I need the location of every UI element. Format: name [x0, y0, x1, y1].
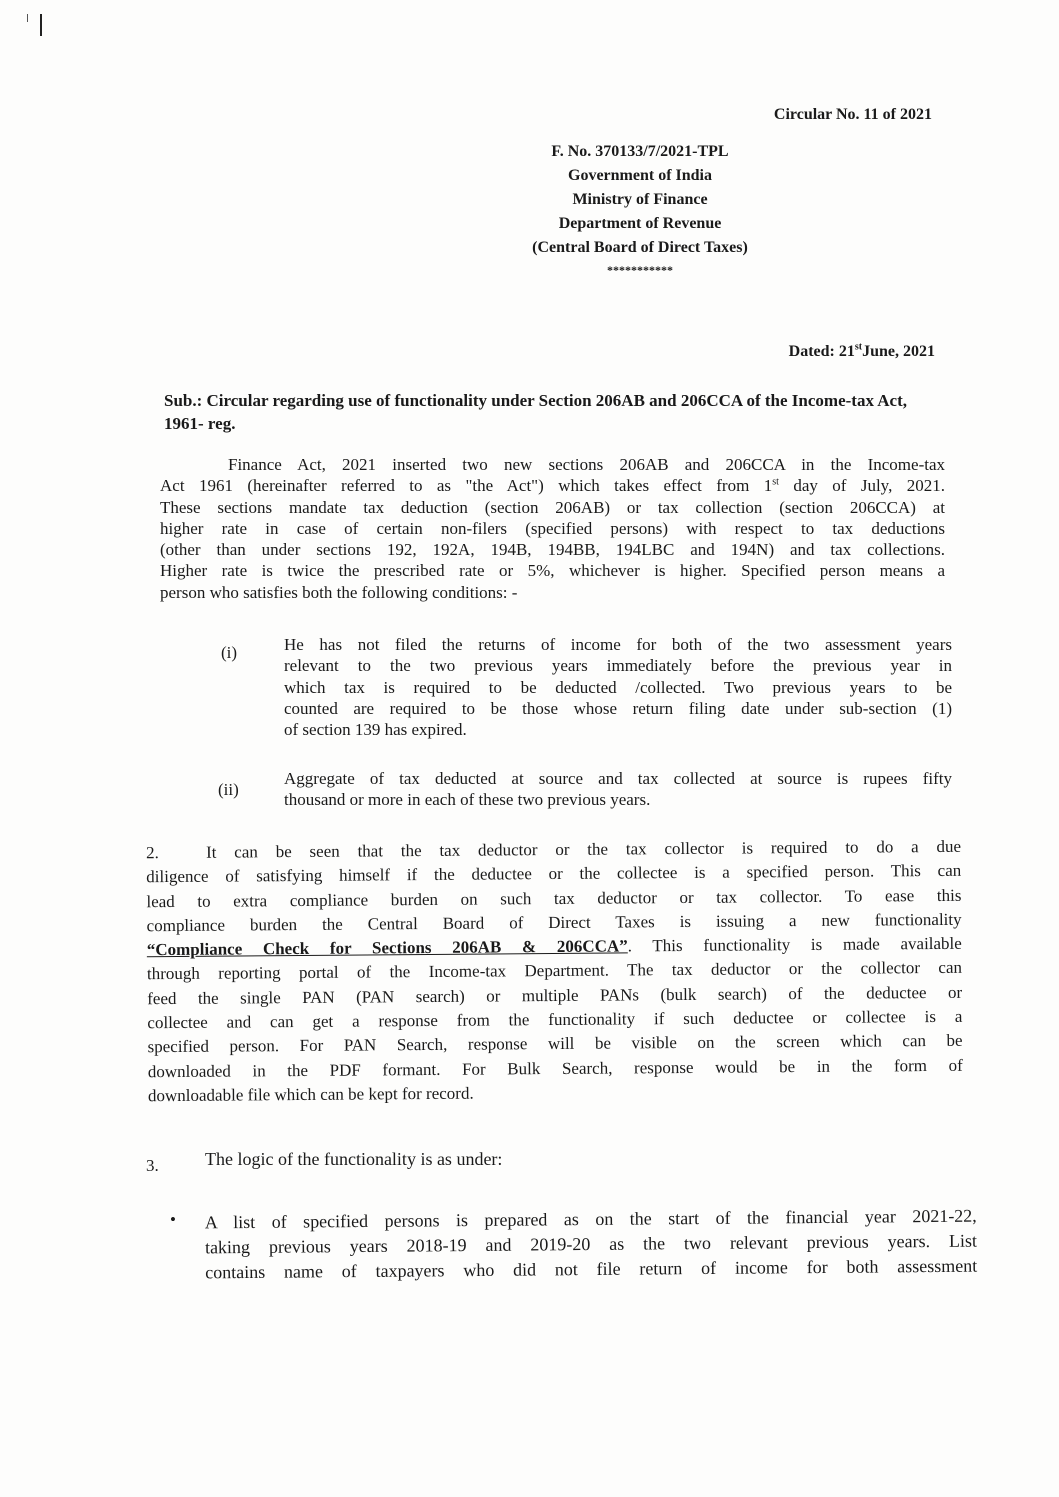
bullet-1: A list of specified persons is prepared as on the start of the financial year 2021-22, taking previous years 2018-19 and 2019-20 as the two relevant previous years. List contains name of taxpayers who did not file return of income for both assessment	[204, 1205, 978, 1283]
condition-1: He has not filed the returns of income for both of the two assessment years relevant to the two previous years immediately before the previous year in which tax is required to be deducted /collected. Two previous years to be counted are required to be those whose return filing date under sub-section (1) of section 139 has expired.	[284, 635, 952, 740]
condition-number: (ii)	[218, 780, 239, 799]
department: Department of Revenue	[558, 215, 722, 232]
condition-2: Aggregate of tax deducted at source and tax collected at source is rupees fifty thousand or more in each of these two previous years.	[284, 769, 952, 810]
government: Government of India	[568, 167, 712, 184]
separator-stars: ***********	[607, 263, 673, 277]
condition-number: (i)	[221, 643, 238, 662]
circular-number: Circular No. 11 of 2021	[773, 106, 932, 123]
paragraph-2: 2. It can be seen that the tax deductor or the tax collector is required to do a due diligence of satisfying himself if the deductee or the collectee is a specified person. This can lead to extra compliance burden on such tax deductor or tax collector. To ease this compliance burden the Central Board of Direct Taxes is issuing a new functionality “Compliance Check for Sections 206AB & 206CCA”. This functionality is made available through reporting portal of the Income-tax Department. The tax deductor or the collector can feed the single PAN (PAN search) or multiple PANs (bulk search) of the deductee or collectee and can get a response from the functionality if such deductee or collectee is a specified person. For PAN Search, response will be visible on the screen which can be downloaded in the PDF formant. For Bulk Search, response would be in the form of downloadable file which can be kept for record.	[145, 836, 963, 1106]
board: (Central Board of Direct Taxes)	[532, 239, 748, 256]
file-number: F. No. 370133/7/2021-TPL	[551, 143, 729, 160]
scan-mark	[27, 14, 28, 22]
paragraph-3: The logic of the functionality is as under:	[205, 1149, 503, 1169]
date: Dated: 21stJune, 2021	[788, 341, 935, 360]
ministry: Ministry of Finance	[572, 191, 708, 208]
paragraph-1: Finance Act, 2021 inserted two new sections 206AB and 206CCA in the Income-tax Act 1961 (hereinafter referred to as "the Act") which takes effect from 1st day of July, 2021. These sections mandate tax deduction (section 206AB) or tax collection (section 206CCA) at higher rate in case of certain non-filers (specified persons) with respect to tax deductions (other than under sections 192, 192A, 194B, 194BB, 194LBC and 194N) and tax collections. Higher rate is twice the prescribed rate or 5%, whichever is higher. Specified person means a person who satisfies both the following conditions: -	[160, 455, 945, 602]
functionality-name: “Compliance Check for Sections 206AB & 206CCA”	[146, 936, 628, 960]
paragraph-3-number: 3.	[146, 1156, 159, 1175]
scan-mark	[40, 14, 42, 36]
subject: Sub.: Circular regarding use of functionality under Section 206AB and 206CCA of the Income-tax Act, 1961- reg.	[164, 391, 907, 433]
bullet-icon: •	[170, 1210, 176, 1229]
